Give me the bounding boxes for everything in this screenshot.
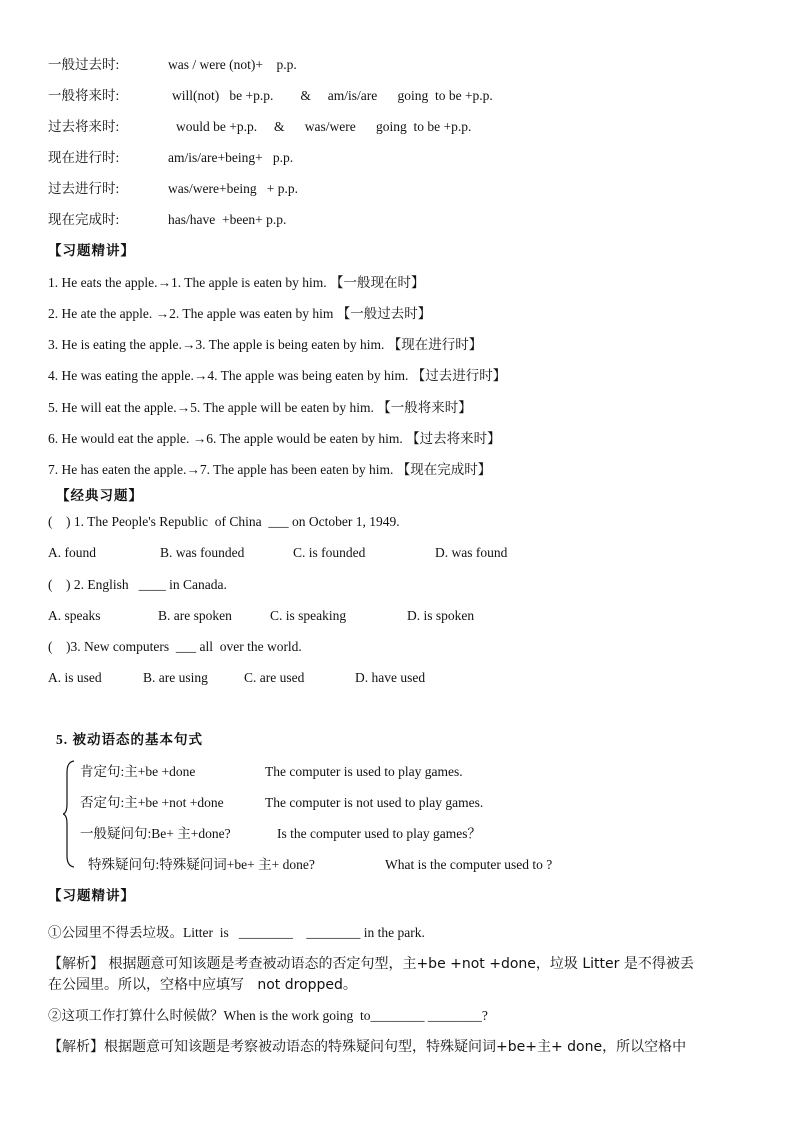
pattern-example: Is the computer used to play games？ — [277, 826, 481, 841]
pattern-example: The computer is used to play games. — [265, 764, 463, 779]
question-stem: ( ) 1. The People's Republic of China ___ on October 1, 1949. — [48, 514, 400, 529]
pattern-row — [80, 825, 481, 843]
example-line: 5. He will eat the apple.→5. The apple will be eaten by him. 【一般将来时】 — [48, 400, 472, 415]
question-options — [48, 607, 474, 625]
option: D. have used — [355, 670, 426, 685]
option: B. was founded — [160, 545, 245, 560]
tense-row — [48, 149, 293, 167]
tense-row — [48, 87, 493, 105]
left-brace-icon — [63, 760, 75, 868]
analysis-text: 【解析】 根据题意可知该题是考查被动语态的否定句型，主+be +not +done，垃圾 Litter 是不得被丢 — [48, 956, 694, 972]
section-heading: 【经典习题】 — [56, 488, 143, 503]
section-heading: 【习题精讲】 — [48, 888, 135, 903]
option: A. is used — [48, 670, 102, 685]
pattern-row — [80, 794, 483, 812]
section-heading: 【习题精讲】 — [48, 243, 135, 258]
tense-row — [48, 180, 298, 198]
tense-rule: am/is/are+being+ p.p. — [168, 150, 294, 165]
analysis-text: 在公园里。所以，空格中应填写 not dropped。 — [48, 977, 357, 993]
option: A. speaks — [48, 608, 101, 623]
tense-row — [48, 118, 471, 136]
tense-rule: was/were+being + p.p. — [168, 181, 298, 196]
question-options — [48, 544, 507, 562]
pattern-row — [80, 763, 463, 781]
option: D. is spoken — [407, 608, 475, 623]
exercise-question: ②这项工作打算什么时候做？When is the work going to________ ________? — [48, 1008, 488, 1023]
tense-name: 现在完成时: — [48, 212, 120, 227]
tense-name: 一般过去时: — [48, 57, 120, 72]
tense-name: 一般将来时: — [48, 88, 120, 103]
example-line: 2. He ate the apple. →2. The apple was eaten by him 【一般过去时】 — [48, 306, 432, 321]
example-line: 6. He would eat the apple. →6. The apple would be eaten by him. 【过去将来时】 — [48, 431, 501, 446]
tense-row — [48, 56, 297, 74]
question-stem: ( ) 2. English ____ in Canada. — [48, 577, 227, 592]
pattern-example: What is the computer used to ? — [385, 857, 553, 872]
option: A. found — [48, 545, 96, 560]
pattern-form: 一般疑问句:Be+ 主+done? — [80, 826, 231, 841]
analysis-text: 【解析】根据题意可知该题是考察被动语态的特殊疑问句型，特殊疑问词+be+主+ done，所以空格中 — [48, 1039, 687, 1055]
pattern-form: 否定句:主+be +not +done — [80, 795, 224, 810]
tense-rule: has/have +been+ p.p. — [168, 212, 287, 227]
pattern-form: 肯定句:主+be +done — [80, 764, 196, 779]
pattern-example: The computer is not used to play games. — [265, 795, 484, 810]
question-options — [48, 669, 425, 687]
tense-name: 现在进行时: — [48, 150, 120, 165]
pattern-form: 特殊疑问句:特殊疑问词+be+ 主+ done? — [88, 857, 315, 872]
example-line: 1. He eats the apple.→1. The apple is eaten by him. 【一般现在时】 — [48, 275, 425, 290]
exercise-question: ①公园里不得丢垃圾。Litter is ________ ________ in the park. — [48, 925, 425, 940]
tense-row — [48, 211, 286, 229]
tense-rule: was / were (not)+ p.p. — [168, 57, 297, 72]
tense-rule: would be +p.p. & was/were going to be +p.p. — [176, 119, 472, 134]
question-stem: ( )3. New computers ___ all over the world. — [48, 639, 302, 654]
example-line: 3. He is eating the apple.→3. The apple is being eaten by him. 【现在进行时】 — [48, 337, 483, 352]
option: D. was found — [435, 545, 508, 560]
section-title: 5. 被动语态的基本句式 — [56, 732, 203, 747]
option: B. are spoken — [158, 608, 232, 623]
tense-name: 过去进行时: — [48, 181, 120, 196]
example-line: 4. He was eating the apple.→4. The apple was being eaten by him. 【过去进行时】 — [48, 368, 507, 383]
tense-rule: will(not) be +p.p. & am/is/are going to be +p.p. — [172, 88, 493, 103]
option: C. is founded — [293, 545, 366, 560]
example-line: 7. He has eaten the apple.→7. The apple has been eaten by him. 【现在完成时】 — [48, 462, 492, 477]
pattern-row — [88, 856, 552, 874]
tense-name: 过去将来时: — [48, 119, 120, 134]
option: B. are using — [143, 670, 208, 685]
option: C. are used — [244, 670, 305, 685]
option: C. is speaking — [270, 608, 347, 623]
